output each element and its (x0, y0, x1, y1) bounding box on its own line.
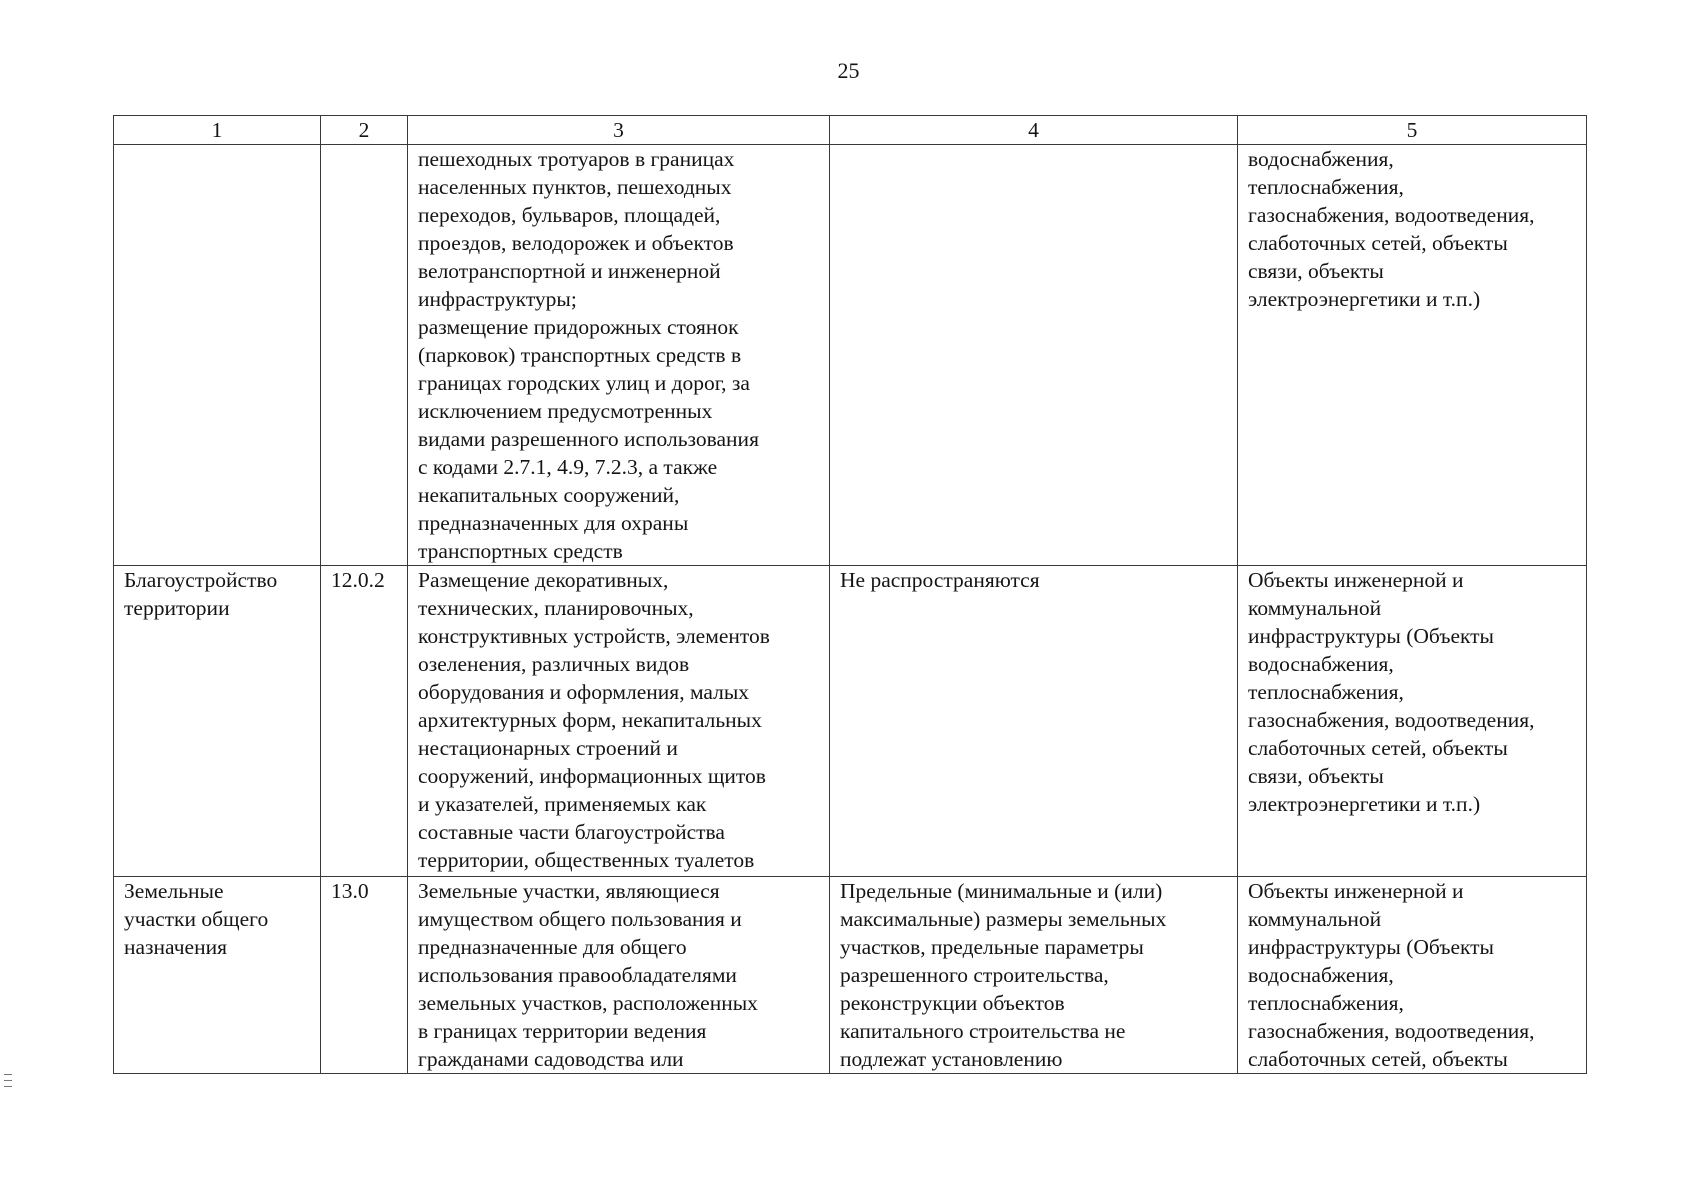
use-description: Размещение декоративных, технических, планировочных, конструктивных устройств, элементов озеленения, различных видов оборудования и оформления, малых архитектурных форм, некапитальных нестационарных строений и сооружений, информационных щитов и указателей, применяемых как составные части благоустройства территории, общественных туалетов (418, 568, 770, 872)
margin-tick (4, 1080, 12, 1081)
auxiliary-uses-cell (1238, 145, 1587, 566)
use-description: пешеходных тротуаров в границах населенных пунктов, пешеходных переходов, бульваров, площадей, проездов, велодорожек и объектов велотранспортной и инженерной инфраструктуры; размещение придорожных стоянок (парковок) транспортных средств в границах городских улиц и дорог, за исключением предусмотренных видами разрешенного использования с кодами 2.7.1, 4.9, 7.2.3, а также некапитальных сооружений, предназначенных для охраны транспортных средств (418, 147, 759, 563)
parameters-cell (830, 145, 1238, 566)
table-row (114, 145, 1587, 566)
parameters: Предельные (минимальные и (или) максимальные) размеры земельных участков, предельные параметры разрешенного строительства, реконструкции объектов капитального строительства не подлежат установлению (840, 879, 1167, 1071)
auxiliary-uses-cell (1238, 566, 1587, 877)
use-description-cell (408, 566, 830, 877)
use-name-cell (114, 145, 321, 566)
auxiliary-uses: водоснабжения, теплоснабжения, газоснабжения, водоотведения, слаботочных сетей, объекты связи, объекты электроэнергетики и т.п.) (1248, 147, 1535, 311)
use-description-cell (408, 877, 830, 1074)
auxiliary-uses-cell (1238, 877, 1587, 1074)
use-name-cell (114, 566, 321, 877)
auxiliary-uses: Объекты инженерной и коммунальной инфраструктуры (Объекты водоснабжения, теплоснабжения, газоснабжения, водоотведения, слаботочных сетей, объекты (1248, 879, 1535, 1071)
scan-margin-marks (4, 1074, 12, 1092)
column-header-1: 1 (114, 116, 321, 145)
margin-tick (4, 1074, 12, 1075)
use-code-cell (321, 145, 408, 566)
use-description: Земельные участки, являющиеся имуществом общего пользования и предназначенные для общего использования правообладателями земельных участков, расположенных в границах территории ведения гражданами садоводства или (418, 879, 758, 1071)
page-number: 25 (837, 58, 860, 83)
use-description-cell (408, 145, 830, 566)
use-name: Земельные участки общего назначения (124, 879, 269, 959)
column-header-3: 3 (408, 116, 830, 145)
use-name-cell (114, 877, 321, 1074)
land-use-table (113, 115, 1587, 1074)
column-header-4: 4 (830, 116, 1238, 145)
parameters: Не распространяются (840, 568, 1040, 592)
margin-tick (4, 1086, 12, 1087)
use-code: 12.0.2 (331, 568, 385, 592)
auxiliary-uses: Объекты инженерной и коммунальной инфраструктуры (Объекты водоснабжения, теплоснабжения, газоснабжения, водоотведения, слаботочных сетей, объекты связи, объекты электроэнергетики и т.п.) (1248, 568, 1535, 816)
use-code: 13.0 (331, 879, 369, 903)
column-header-5: 5 (1238, 116, 1587, 145)
use-code-cell (321, 877, 408, 1074)
use-code-cell (321, 566, 408, 877)
parameters-cell (830, 877, 1238, 1074)
use-name: Благоустройство территории (124, 568, 278, 620)
parameters-cell (830, 566, 1238, 877)
table-header-row (114, 116, 1587, 145)
table-row (114, 566, 1587, 877)
column-header-2: 2 (321, 116, 408, 145)
table-row (114, 877, 1587, 1074)
